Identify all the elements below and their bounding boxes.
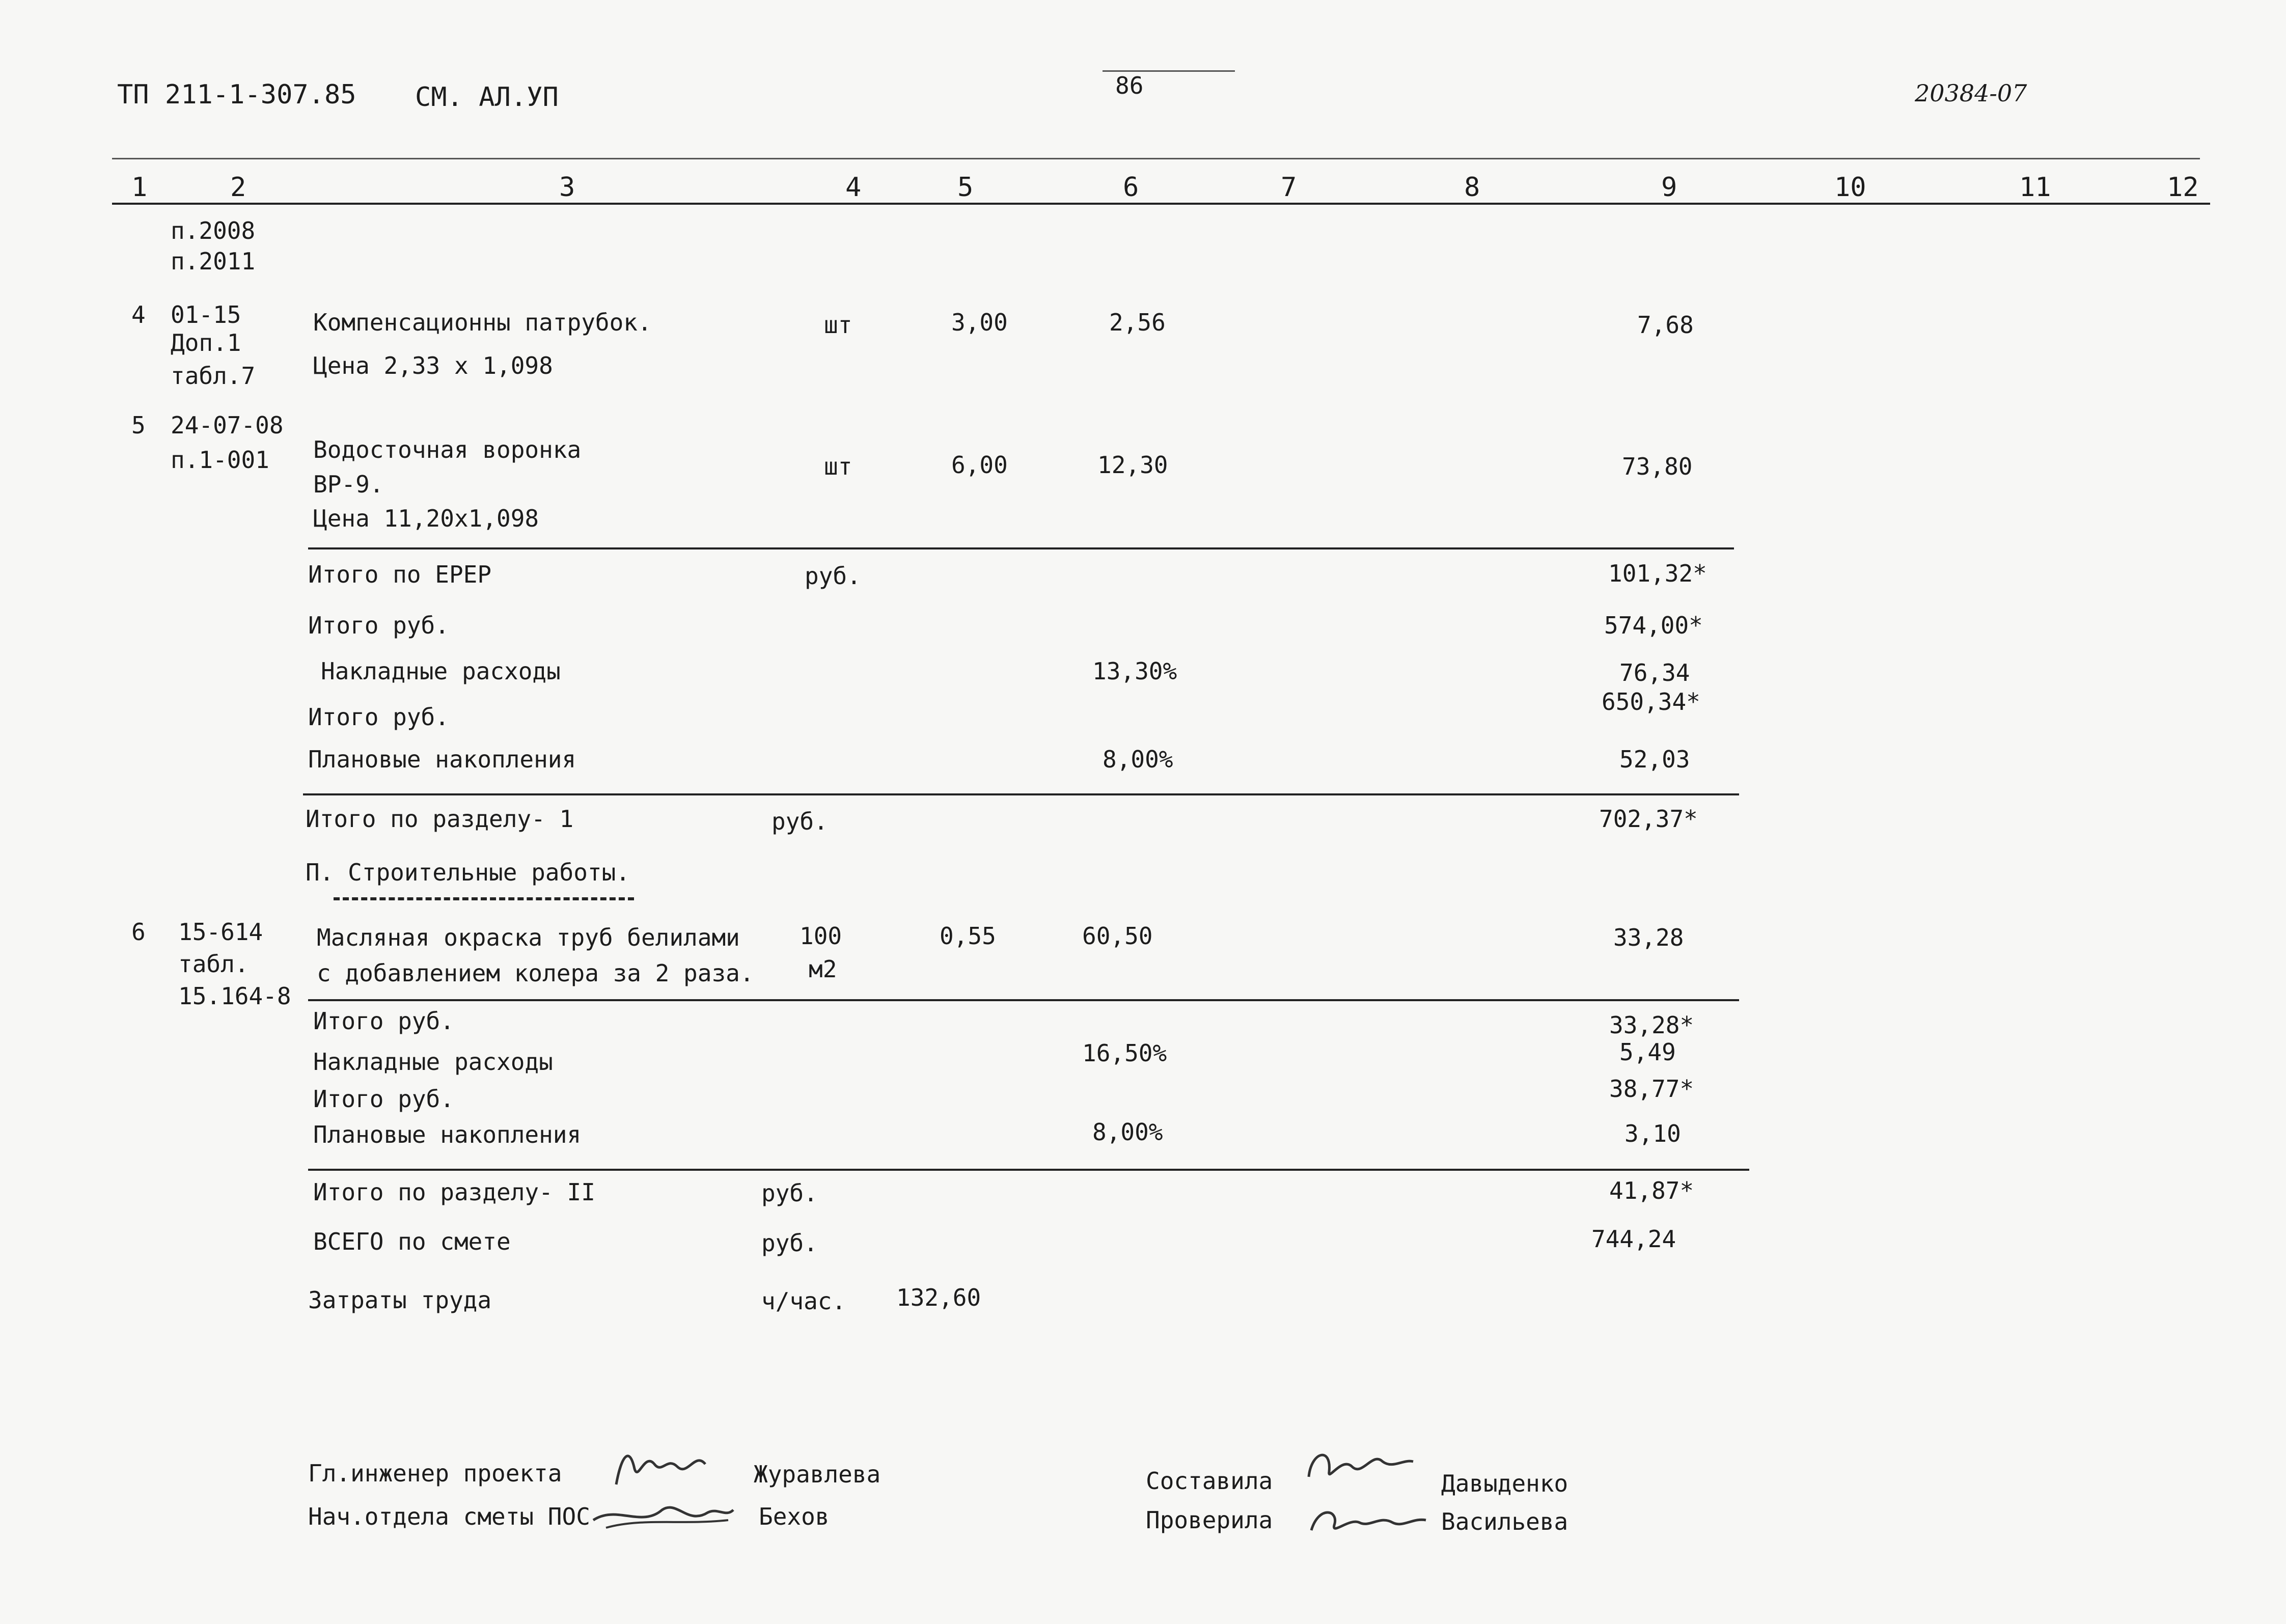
item-quantity: 0,55 xyxy=(940,922,996,950)
summary-total: 76,34 xyxy=(1619,659,1690,686)
labor-label: Затраты труда xyxy=(308,1286,492,1314)
item-unit-price: 2,56 xyxy=(1109,309,1166,336)
summary-percent: 8,00% xyxy=(1103,746,1173,773)
summary-label: Плановые накопления xyxy=(308,746,576,773)
summary-label: Накладные расходы xyxy=(321,657,561,685)
col-num-10: 10 xyxy=(1834,172,1866,203)
signer-title: Проверила xyxy=(1146,1506,1273,1534)
summary-label: Плановые накопления xyxy=(313,1121,582,1148)
item-number: 5 xyxy=(131,411,146,439)
ref-line: Доп.1 xyxy=(171,329,241,356)
signer-title: Составила xyxy=(1146,1467,1273,1495)
summary-label: Накладные расходы xyxy=(313,1048,553,1076)
page-number: 86 xyxy=(1115,72,1144,99)
item-unit-price: 60,50 xyxy=(1082,922,1153,950)
summary-total: 38,77* xyxy=(1609,1075,1694,1103)
signature-mark xyxy=(606,1436,718,1497)
divider xyxy=(303,793,1739,795)
item-unit-price: 12,30 xyxy=(1097,451,1168,479)
signer-name: Журавлева xyxy=(754,1461,881,1488)
summary-label: Итого руб. xyxy=(313,1085,454,1113)
item-description: Цена 11,20х1,098 xyxy=(313,505,539,532)
summary-total: 52,03 xyxy=(1619,746,1690,773)
signer-name: Васильева xyxy=(1441,1508,1568,1535)
col-num-6: 6 xyxy=(1123,172,1139,203)
header-top-rule xyxy=(112,158,2200,159)
section-title-underline xyxy=(334,897,634,900)
col-num-8: 8 xyxy=(1464,172,1480,203)
col-num-2: 2 xyxy=(230,172,246,203)
item-description: Компенсационны патрубок. xyxy=(313,309,652,336)
section-total-value: 702,37* xyxy=(1599,805,1698,833)
col-num-12: 12 xyxy=(2167,172,2199,203)
signature-mark xyxy=(1301,1436,1418,1492)
signer-title: Нач.отдела сметы ПОС xyxy=(308,1503,590,1530)
summary-unit: руб. xyxy=(805,562,861,590)
header-bottom-rule xyxy=(112,203,2210,205)
item-unit: 100 xyxy=(800,922,842,950)
grand-total-value: 744,24 xyxy=(1591,1225,1676,1253)
section-total-value: 41,87* xyxy=(1609,1177,1694,1204)
ref-line: 01-15 xyxy=(171,301,241,328)
divider xyxy=(308,999,1739,1001)
item-description: с добавлением колера за 2 раза. xyxy=(317,959,754,987)
section-total-unit: руб. xyxy=(772,808,828,835)
ref-line: 24-07-08 xyxy=(171,411,284,439)
summary-label: Итого руб. xyxy=(308,612,449,639)
divider xyxy=(308,1169,1749,1171)
item-description: Масляная окраска труб белилами xyxy=(317,924,740,951)
ref-line: п.2008 xyxy=(171,217,256,244)
section-title: П. Строительные работы. xyxy=(306,859,630,886)
item-unit: шт xyxy=(824,311,852,339)
ref-line: п.2011 xyxy=(171,247,256,275)
summary-percent: 13,30% xyxy=(1092,657,1177,685)
ref-line: табл. xyxy=(178,950,249,978)
item-number: 4 xyxy=(131,301,146,328)
item-description: Водосточная воронка xyxy=(313,436,582,463)
grand-total-unit: руб. xyxy=(761,1229,818,1257)
item-number: 6 xyxy=(131,918,146,946)
summary-total: 3,10 xyxy=(1624,1120,1681,1147)
col-num-1: 1 xyxy=(131,172,148,203)
col-num-9: 9 xyxy=(1661,172,1677,203)
doc-code: ТП 211-1-307.85 xyxy=(117,79,356,110)
summary-percent: 8,00% xyxy=(1092,1118,1163,1146)
col-num-4: 4 xyxy=(845,172,862,203)
col-num-7: 7 xyxy=(1281,172,1297,203)
labor-value: 132,60 xyxy=(896,1284,981,1311)
summary-total: 574,00* xyxy=(1604,612,1703,639)
grand-total-label: ВСЕГО по смете xyxy=(313,1228,511,1255)
item-total: 73,80 xyxy=(1622,453,1693,480)
summary-label: Итого по ЕРЕР xyxy=(308,561,492,588)
summary-percent: 16,50% xyxy=(1082,1039,1167,1067)
section-total-unit: руб. xyxy=(761,1179,818,1207)
col-num-11: 11 xyxy=(2019,172,2051,203)
summary-total: 5,49 xyxy=(1619,1038,1676,1066)
col-num-5: 5 xyxy=(957,172,974,203)
item-total: 33,28 xyxy=(1613,924,1684,951)
ref-line: п.1-001 xyxy=(171,446,269,474)
section-total-label: Итого по разделу- 1 xyxy=(306,805,574,833)
item-description: Цена 2,33 х 1,098 xyxy=(313,352,553,379)
summary-total: 650,34* xyxy=(1602,688,1700,715)
signer-name: Бехов xyxy=(759,1503,830,1530)
item-total: 7,68 xyxy=(1637,311,1694,339)
summary-total: 33,28* xyxy=(1609,1011,1694,1039)
signer-title: Гл.инженер проекта xyxy=(308,1460,562,1487)
ref-line: табл.7 xyxy=(171,362,256,390)
summary-total: 101,32* xyxy=(1608,560,1707,587)
archive-number: 20384-07 xyxy=(1915,79,2027,107)
section-total-label: Итого по разделу- II xyxy=(313,1178,595,1206)
item-description: ВР-9. xyxy=(313,471,384,498)
signer-name: Давыденко xyxy=(1441,1470,1568,1497)
item-quantity: 6,00 xyxy=(951,451,1008,479)
summary-label: Итого руб. xyxy=(313,1007,454,1035)
item-unit: м2 xyxy=(809,955,837,983)
ref-line: 15.164-8 xyxy=(178,982,291,1010)
album-ref: СМ. АЛ.УП xyxy=(415,82,559,113)
ref-line: 15-614 xyxy=(178,918,263,946)
summary-label: Итого руб. xyxy=(308,703,449,731)
item-quantity: 3,00 xyxy=(951,309,1008,336)
labor-unit: ч/час. xyxy=(761,1287,846,1315)
item-unit: шт xyxy=(824,453,852,480)
signature-mark xyxy=(586,1490,738,1535)
col-num-3: 3 xyxy=(559,172,575,203)
signature-mark xyxy=(1304,1495,1431,1546)
divider xyxy=(308,547,1734,549)
